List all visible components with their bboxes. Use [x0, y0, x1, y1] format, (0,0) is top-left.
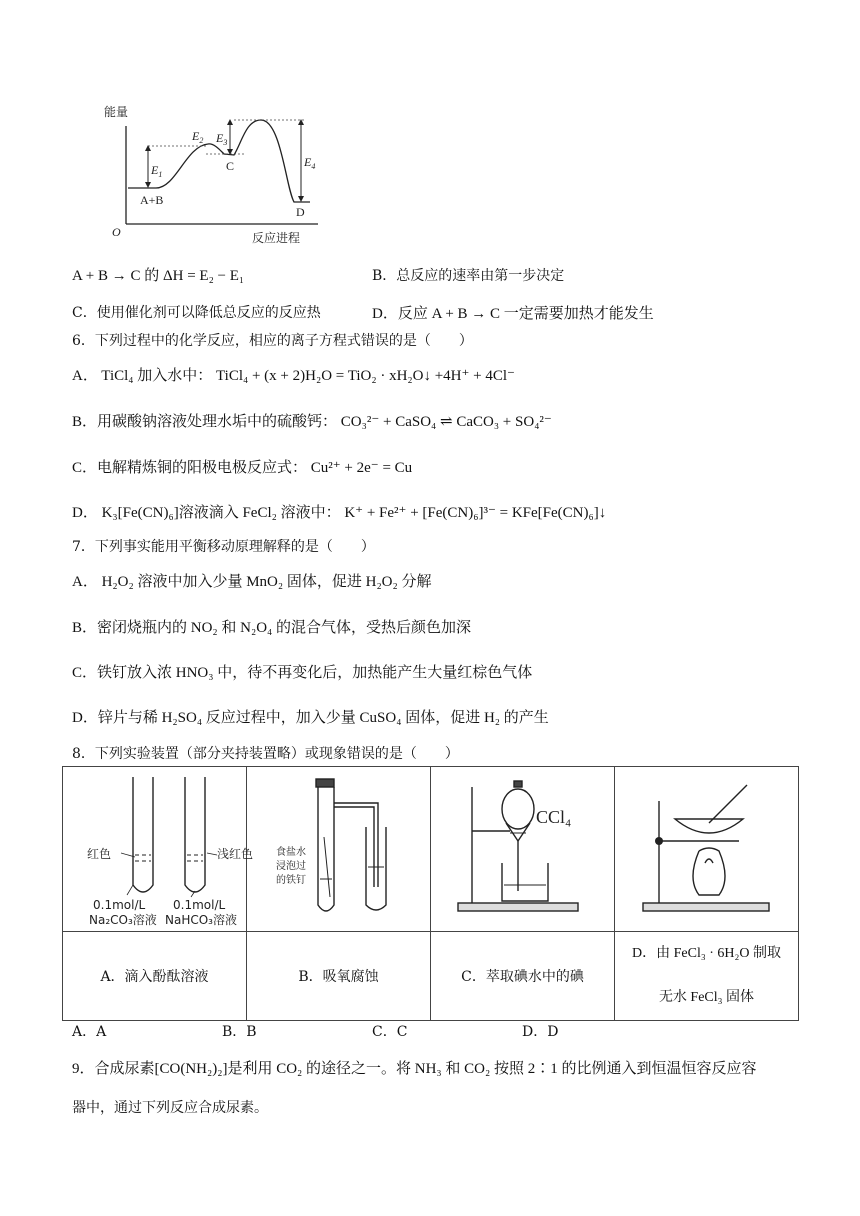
label-light-red: 浅红色 — [217, 847, 254, 861]
x-axis-label: 反应进程 — [252, 231, 301, 245]
apparatus-d — [615, 767, 799, 932]
q6-option-a[interactable]: A． TiCl₄ 加入水中： TiCl₄ + (x + 2)H₂O = TiO₂ · xH₂O↓ +4H⁺ + 4Cl⁻ — [72, 368, 515, 384]
q8-stem: 8．下列实验装置（部分夹持装置略）或现象错误的是（ ） — [72, 746, 459, 762]
q6-option-b[interactable]: B．用碳酸钠溶液处理水垢中的硫酸钙： CO₃²⁻ + CaSO₄ ⇌ CaCO₃ + SO₄²⁻ — [72, 414, 552, 430]
q7-option-c[interactable]: C．铁钉放入浓 HNO₃ 中，待不再变化后，加热能产生大量红棕色气体 — [72, 665, 533, 681]
e3-label: $E_3$ — [216, 131, 228, 147]
q5-option-d[interactable]: D．反应 A + B → C 一定需要加热才能发生 — [372, 306, 654, 322]
e1-label: $E_1$ — [151, 163, 163, 179]
apparatus-b — [247, 767, 431, 932]
q8-option-d[interactable]: D．D — [522, 1024, 559, 1040]
q6-stem: 6．下列过程中的化学反应，相应的离子方程式错误的是（ ） — [72, 333, 473, 349]
d-label: D — [296, 205, 305, 219]
q9-line-2: 器中，通过下列反应合成尿素。 — [72, 1100, 268, 1116]
cell-a-label: A．滴入酚酞溶液 — [63, 932, 247, 1021]
svg-text:Na₂CO₃溶液: Na₂CO₃溶液 — [89, 913, 157, 927]
e2-label: $E_2$ — [192, 129, 204, 145]
svg-text:CCl₄: CCl₄ — [535, 807, 571, 827]
q7-option-b[interactable]: B．密闭烧瓶内的 NO₂ 和 N₂O₄ 的混合气体，受热后颜色加深 — [72, 620, 472, 636]
energy-profile-diagram — [96, 98, 326, 248]
cell-c-label: C．萃取碘水中的碘 — [431, 932, 615, 1021]
q7-option-d[interactable]: D．锌片与稀 H₂SO₄ 反应过程中，加入少量 CuSO₄ 固体，促进 H₂ 的产生 — [72, 710, 549, 726]
label-red: 红色 — [87, 847, 112, 861]
y-axis-label-1: 能量 — [104, 105, 129, 119]
svg-text:NaHCO₃溶液: NaHCO₃溶液 — [165, 913, 237, 927]
apparatus-a — [63, 767, 254, 932]
q8-option-a[interactable]: A．A — [72, 1024, 107, 1040]
e4-label: $E_4$ — [304, 155, 316, 171]
q7-stem: 7．下列事实能用平衡移动原理解释的是（ ） — [72, 539, 375, 555]
apparatus-c — [431, 767, 615, 932]
q7-option-a[interactable]: A． H₂O₂ 溶液中加入少量 MnO₂ 固体，促进 H₂O₂ 分解 — [72, 574, 432, 590]
q9-line-1: 9．合成尿素[CO(NH₂)₂]是利用 CO₂ 的途径之一。将 NH₃ 和 CO₂ 按照 2∶1 的比例通入到恒温恒容反应容 — [72, 1061, 757, 1077]
q5-option-c[interactable]: C．使用催化剂可以降低总反应的反应热 — [72, 305, 321, 321]
ab-label: A+B — [140, 193, 164, 207]
q8-option-c[interactable]: C．C — [372, 1024, 408, 1040]
q8-option-b[interactable]: B．B — [222, 1024, 257, 1040]
svg-text:的铁钉: 的铁钉 — [275, 875, 306, 886]
c-label: C — [226, 159, 235, 173]
q6-option-c[interactable]: C．电解精炼铜的阳极电极反应式： Cu²⁺ + 2e⁻ = Cu — [72, 460, 413, 476]
origin-label: O — [112, 225, 121, 239]
q5-option-b[interactable]: B．总反应的速率由第一步决定 — [372, 268, 565, 284]
svg-text:食盐水: 食盐水 — [275, 847, 306, 858]
q6-option-d[interactable]: D． K₃[Fe(CN)₆]溶液滴入 FeCl₂ 溶液中： K⁺ + Fe²⁺ + [Fe(CN)₆]³⁻ = KFe[Fe(CN)₆]↓ — [72, 505, 607, 521]
svg-text:0.1mol/L: 0.1mol/L — [173, 898, 226, 912]
q5-option-a[interactable]: A + B → C 的 ΔH = E₂ − E₁ — [72, 268, 245, 284]
cell-d-label: D．由 FeCl₃ · 6H₂O 制取 无水 FeCl₃ 固体 — [615, 932, 799, 1021]
svg-text:浸泡过: 浸泡过 — [275, 861, 306, 872]
experiment-table — [62, 766, 799, 1021]
cell-b-label: B．吸氧腐蚀 — [247, 932, 431, 1021]
svg-text:0.1mol/L: 0.1mol/L — [93, 898, 146, 912]
